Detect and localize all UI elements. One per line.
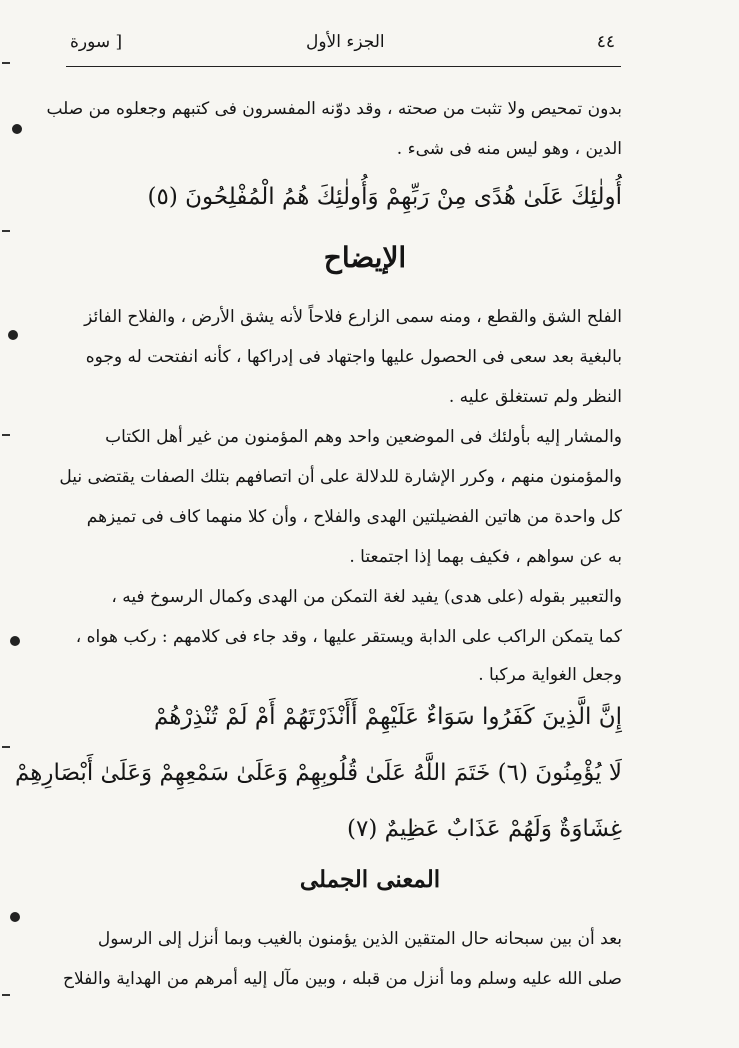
- scan-speck: [10, 912, 20, 922]
- text-line-9: به عن سواهم ، فكيف بهما إذا اجتمعتا .: [349, 547, 622, 567]
- scan-tick: [2, 62, 10, 64]
- scan-tick: [2, 746, 10, 748]
- text-line-8: كل واحدة من هاتين الفضيلتين الهدى والفلاح ، وأن كلا منهما كاف فى تميزهم: [86, 507, 622, 527]
- scan-tick: [2, 230, 10, 232]
- text-line-13: بعد أن بين سبحانه حال المتقين الذين يؤمنون بالغيب وبما أنزل إلى الرسول: [97, 929, 622, 949]
- verse-6-line-1: إِنَّ الَّذِينَ كَفَرُوا سَوَاءٌ عَلَيْهِمْ أَأَنْذَرْتَهُمْ أَمْ لَمْ تُنْذِرْهُمْ: [153, 704, 622, 730]
- page-number: ٤٤: [596, 32, 615, 52]
- part-title: الجزء الأول: [306, 32, 385, 52]
- section-heading-mana: المعنى الجملى: [299, 866, 441, 893]
- verse-5: أُولٰئِكَ عَلَىٰ هُدًى مِنْ رَبِّهِمْ وَأُولٰئِكَ هُمُ الْمُفْلِحُونَ (٥): [147, 184, 622, 210]
- page-header: [66, 28, 621, 64]
- text-line-7: والمؤمنون منهم ، وكرر الإشارة للدلالة على أن اتصافهم بتلك الصفات يقتضى نيل: [59, 467, 622, 487]
- section-heading-idah: الإيضاح: [323, 241, 407, 274]
- verse-7-line-3: غِشَاوَةٌ وَلَهُمْ عَذَابٌ عَظِيمٌ (٧): [347, 816, 622, 842]
- sura-label: [ سورة: [70, 32, 123, 52]
- text-line-1: بدون تمحيص ولا تثبت من صحته ، وقد دوّنه المفسرون فى كتبهم وجعلوه من صلب: [46, 99, 622, 119]
- scan-tick: [2, 434, 10, 436]
- scan-speck: [10, 636, 20, 646]
- text-line-6: والمشار إليه بأولئك فى الموضعين واحد وهم المؤمنون من غير أهل الكتاب: [105, 427, 622, 447]
- text-line-2: الدين ، وهو ليس منه فى شىء .: [396, 139, 622, 159]
- scan-tick: [2, 994, 10, 996]
- header-rule: [66, 66, 621, 67]
- verse-6-7-line-2: لَا يُؤْمِنُونَ (٦) خَتَمَ اللَّهُ عَلَىٰ قُلُوبِهِمْ وَعَلَىٰ سَمْعِهِمْ وَعَلَىٰ أَبْصَارِهِمْ: [14, 760, 622, 786]
- text-line-4: بالبغية بعد سعى فى الحصول عليها واجتهاد فى إدراكها ، كأنه انفتحت له وجوه: [85, 347, 622, 367]
- scan-speck: [12, 124, 22, 134]
- text-line-12: وجعل الغواية مركبا .: [478, 665, 622, 685]
- text-line-11: كما يتمكن الراكب على الدابة ويستقر عليها ، وقد جاء فى كلامهم : ركب هواه ،: [75, 627, 622, 647]
- scan-speck: [8, 330, 18, 340]
- text-line-10: والتعبير بقوله (على هدى) يفيد لغة التمكن من الهدى وكمال الرسوخ فيه ،: [111, 587, 622, 607]
- text-line-14: صلى الله عليه وسلم وما أنزل من قبله ، وبين مآل إليه أمرهم من الهداية والفلاح: [63, 969, 622, 989]
- text-line-5: النظر ولم تستغلق عليه .: [448, 387, 622, 407]
- text-line-3: الفلح الشق والقطع ، ومنه سمى الزارع فلاحاً لأنه يشق الأرض ، والفلاح الفائز: [84, 307, 622, 327]
